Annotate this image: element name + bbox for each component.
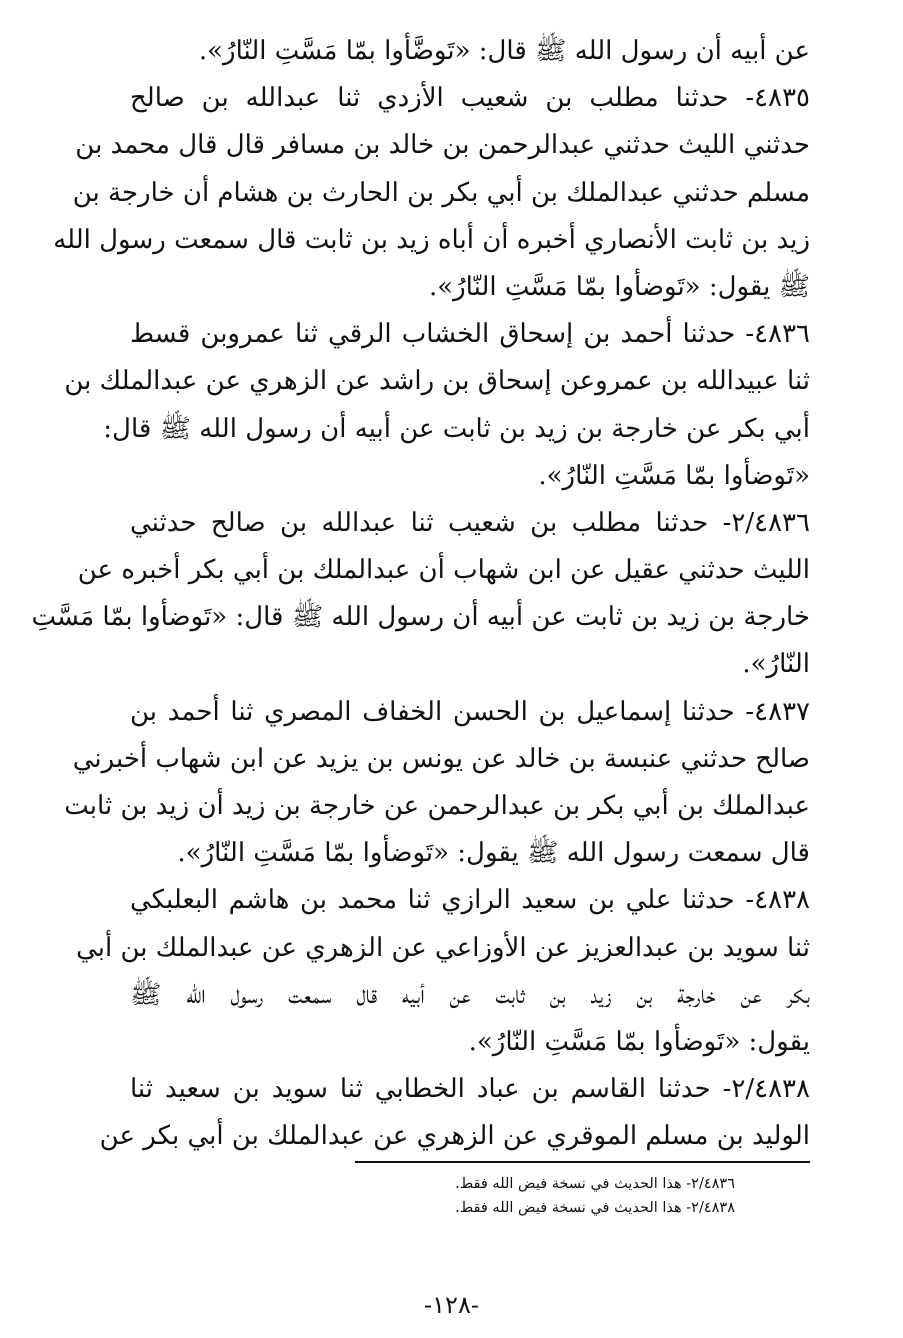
footnote: ٢/٤٨٣٨- هذا الحديث في نسخة فيض الله فقط. (455, 1200, 735, 1216)
footnote-divider (355, 1161, 810, 1163)
text-line: زيد بن ثابت الأنصاري أخبره أن أباه زيد بن ثابت قال سمعت رسول الله (53, 224, 810, 255)
text-line: مسلم حدثني عبدالملك بن أبي بكر بن الحارث بن هشام أن خارجة بن (72, 177, 810, 208)
footnote: ٢/٤٨٣٦- هذا الحديث في نسخة فيض الله فقط. (455, 1176, 735, 1192)
hadith-4836-2-heading-line: ٢/٤٨٣٦- حدثنا مطلب بن شعيب ثنا عبدالله بن صالح حدثني (130, 507, 810, 538)
text-line: أبي بكر عن خارجة بن زيد بن ثابت عن أبيه أن رسول الله ﷺ قال: (103, 413, 810, 444)
text-line: الليث حدثني عقيل عن ابن شهاب أن عبدالملك بن أبي بكر أخبره عن (77, 555, 810, 586)
hadith-4835-heading-line: ٤٨٣٥- حدثنا مطلب بن شعيب الأزدي ثنا عبدالله بن صالح (130, 83, 810, 114)
text-line: الوليد بن مسلم الموقري عن الزهري عن عبدالملك بن أبي بكر عن (99, 1121, 810, 1152)
hadith-4836-heading-line: ٤٨٣٦- حدثنا أحمد بن إسحاق الخشاب الرقي ثنا عمروبن قسط (130, 319, 810, 350)
text-line: عبدالملك بن أبي بكر بن عبدالرحمن عن خارجة بن زيد أن زيد بن ثابت (64, 791, 810, 821)
text-line: ﷺ يقول: «تَوضأوا بمّا مَسَّتِ النّارُ». (428, 271, 810, 302)
main-text (31, 28, 810, 1161)
text-line: ثنا سويد بن عبدالعزيز عن الأوزاعي عن الزهري عن عبدالملك بن أبي (76, 932, 810, 963)
text-line: صالح حدثني عنبسة بن خالد عن يونس بن يزيد عن ابن شهاب أخبرني (72, 743, 810, 774)
text-line: خارجة بن زيد بن ثابت عن أبيه أن رسول الله ﷺ قال: «تَوضأوا بمّا مَسَّتِ (31, 602, 810, 633)
text-line: ثنا عبيدالله بن عمروعن إسحاق بن راشد عن الزهري عن عبدالملك بن (64, 366, 810, 397)
text-line: قال سمعت رسول الله ﷺ يقول: «تَوضأوا بمّا مَسَّتِ النّارُ». (177, 838, 810, 869)
text-line: النّارُ». (742, 649, 810, 680)
text-line: بكر عن خارجة بن زيد بن ثابت عن أبيه قال سمعت رسول الله ﷺ (130, 979, 810, 1010)
text-line: يقول: «تَوضأوا بمّا مَسَّتِ النّارُ». (468, 1026, 810, 1057)
hadith-4837-heading-line: ٤٨٣٧- حدثنا إسماعيل بن الحسن الخفاف المصري ثنا أحمد بن (130, 696, 810, 727)
text-line: عن أبيه أن رسول الله ﷺ قال: «تَوضَّأوا بمّا مَسَّتِ النّارُ». (198, 36, 810, 66)
text-line: «تَوضأوا بمّا مَسَّتِ النّارُ». (538, 460, 810, 491)
text-line: حدثني الليث حدثني عبدالرحمن بن خالد بن مسافر قال قال محمد بن (75, 130, 810, 161)
hadith-4838-2-heading-line: ٢/٤٨٣٨- حدثنا القاسم بن عباد الخطابي ثنا سويد بن سعيد ثنا (130, 1074, 810, 1105)
footnotes (355, 1172, 735, 1220)
hadith-4838-heading-line: ٤٨٣٨- حدثنا علي بن سعيد الرازي ثنا محمد بن هاشم البعلبكي (130, 885, 810, 916)
page-number: -١٢٨- (424, 1291, 479, 1319)
